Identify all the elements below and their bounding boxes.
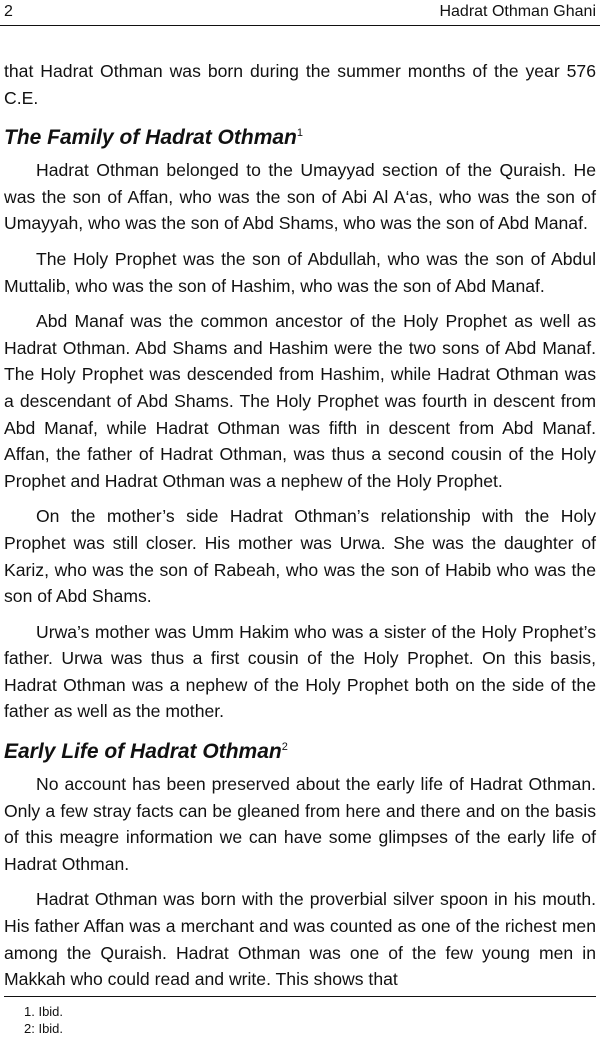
paragraph: No account has been preserved about the early life of Hadrat Othman. Only a few stray facts can be gleaned from here and there and on the basis of this meagre information we can have some glimpses of the early life of Hadrat Othman.: [4, 774, 596, 874]
page-header: [0, 0, 600, 26]
paragraph: Abd Manaf was the common ancestor of the Holy Prophet as well as Hadrat Othman. Abd Shams and Hashim were the two sons of Abd Manaf. The Holy Prophet was descended from Hashim, while Hadrat Othman was a descendant of Abd Shams. The Holy Prophet was fourth in descent from Abd Manaf, while Hadrat Othman was fifth in descent from Abd Manaf. Affan, the father of Hadrat Othman, was thus a second cousin of the Holy Prophet and Hadrat Othman was a nephew of the Holy Prophet.: [4, 311, 596, 491]
heading-text: Early Life of Hadrat Othman: [4, 740, 282, 764]
paragraph: Urwa’s mother was Umm Hakim who was a sister of the Holy Prophet’s father. Urwa was thus a first cousin of the Holy Prophet. On this basis, Hadrat Othman was a nephew of the Holy Prophet both on the side of the father as well as the mother.: [4, 621, 596, 722]
header-rule: [0, 25, 600, 26]
footnote-rule: [4, 996, 596, 997]
heading-text: The Family of Hadrat Othman: [4, 126, 297, 150]
paragraph: Hadrat Othman was born with the proverbial silver spoon in his mouth. His father Affan was a merchant and was counted as one of the richest men among the Quraish. Hadrat Othman was one of the few young men in Makkah who could read and write. This shows that: [4, 889, 596, 990]
running-title: Hadrat Othman Ghani: [439, 3, 596, 20]
body-text: [4, 58, 596, 1002]
footnotes: [24, 1003, 63, 1037]
page-number: 2: [4, 3, 13, 20]
footnote-ref: 2: [281, 741, 288, 754]
footnote: 2: Ibid.: [24, 1021, 64, 1036]
paragraph: On the mother’s side Hadrat Othman’s relationship with the Holy Prophet was still closer. His mother was Urwa. She was the daughter of Kariz, who was the son of Rabeah, who was the son of Habib who was the son of Abd Shams.: [4, 506, 596, 607]
section-heading-early-life: [4, 734, 596, 765]
paragraph: that Hadrat Othman was born during the summer months of the year 576 C.E.: [4, 61, 596, 108]
paragraph: The Holy Prophet was the son of Abdullah, who was the son of Abdul Muttalib, who was the son of Hashim, who was the son of Abd Manaf.: [4, 248, 596, 296]
section-heading-family: [4, 120, 596, 151]
footnote: 1. Ibid.: [24, 1004, 64, 1019]
paragraph: Hadrat Othman belonged to the Umayyad section of the Quraish. He was the son of Affan, who was the son of Abi Al A‘as, who was the son of Umayyah, who was the son of Abd Shams, who was the son of Abd Manaf.: [4, 160, 596, 234]
footnote-ref: 1: [296, 127, 303, 140]
